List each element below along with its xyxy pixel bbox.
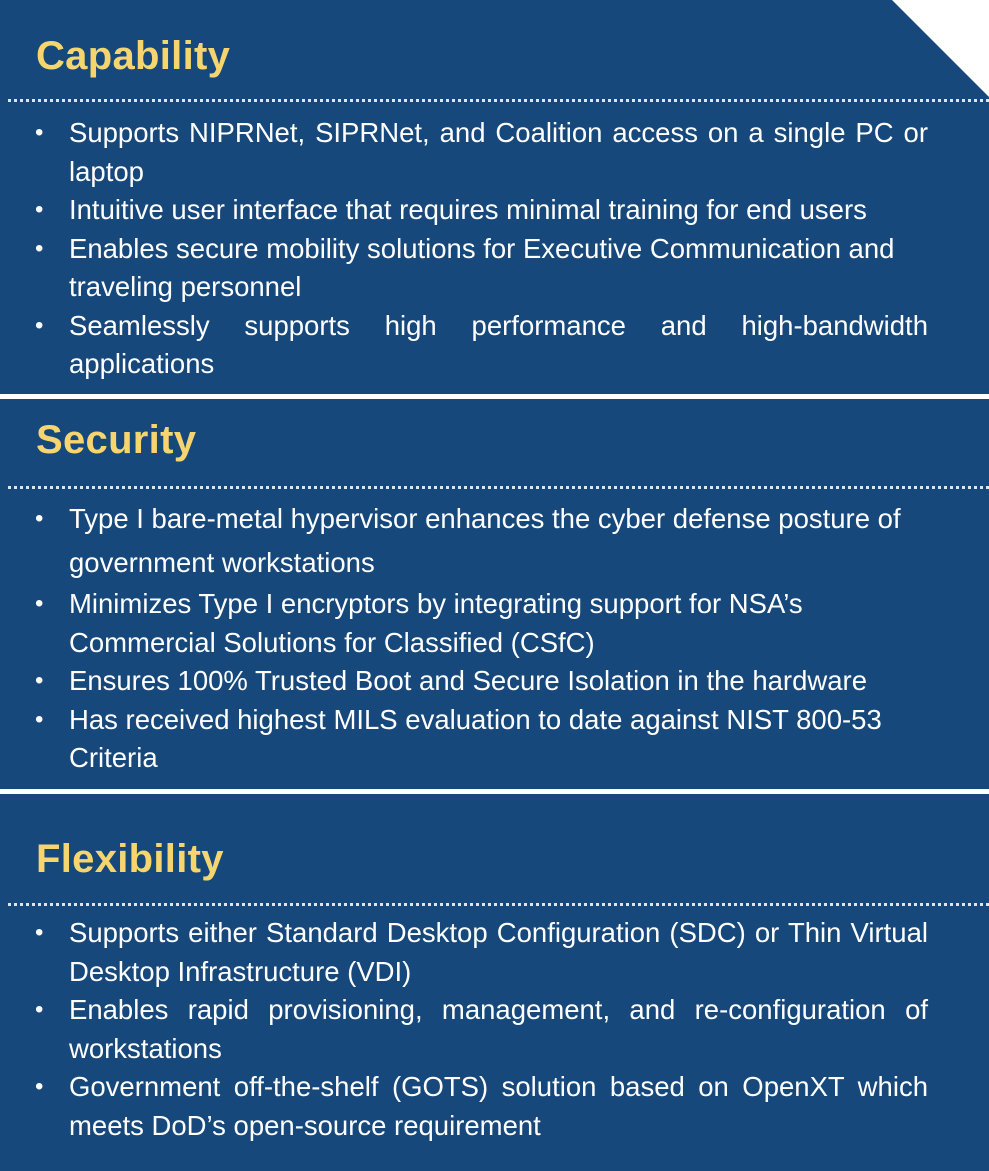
- list-item-text: Supports NIPRNet, SIPRNet, and Coalition access on a single PC or laptop: [69, 117, 928, 187]
- list-item: [30, 114, 928, 191]
- security-list: [30, 497, 928, 778]
- list-item-text: Seamlessly supports high performance and high-bandwidth applications: [69, 309, 928, 379]
- bullet-icon: •: [35, 1073, 44, 1100]
- bullet-icon: •: [35, 234, 44, 262]
- capability-heading: Capability: [36, 34, 231, 78]
- list-item-text: Intuitive user interface that requires minimal training for end users: [69, 194, 867, 225]
- list-item-text: Minimizes Type I encryptors by integrating support for NSA’s Commercial Solutions for Classified (CSfC): [69, 588, 803, 658]
- bullet-icon: •: [35, 919, 44, 946]
- list-item: [30, 585, 928, 662]
- list-item-text: Government off-the-shelf (GOTS) solution based on OpenXT which meets DoD’s open-source requirement: [69, 1071, 928, 1141]
- list-item: [30, 662, 928, 701]
- capability-list: [30, 114, 928, 384]
- bullet-icon: •: [35, 667, 44, 694]
- list-item-text: Ensures 100% Trusted Boot and Secure Isolation in the hardware: [69, 665, 867, 696]
- bullet-icon: •: [35, 590, 44, 617]
- bullet-icon: •: [35, 196, 44, 223]
- capability-section: [0, 0, 989, 394]
- list-item: [30, 191, 928, 230]
- bullet-icon: •: [35, 505, 44, 532]
- flexibility-heading: Flexibility: [36, 837, 224, 881]
- list-item: [30, 230, 928, 307]
- list-item-text: Enables rapid provisioning, management, and re-configuration of workstations: [69, 994, 928, 1064]
- list-item: [30, 497, 928, 585]
- list-item: [30, 701, 928, 778]
- bullet-icon: •: [35, 119, 44, 146]
- bullet-icon: •: [35, 311, 44, 339]
- list-item-text: Enables secure mobility solutions for Executive Communication and traveling personnel: [69, 232, 895, 302]
- dotted-divider: [8, 99, 989, 102]
- list-item: [30, 1068, 928, 1145]
- list-item: [30, 991, 928, 1068]
- flexibility-list: [30, 914, 928, 1145]
- flexibility-section: [0, 794, 989, 1171]
- dotted-divider: [8, 903, 989, 906]
- list-item: [30, 307, 928, 384]
- list-item-text: Type I bare-metal hypervisor enhances the cyber defense posture of government workstations: [69, 503, 901, 578]
- list-item: [30, 914, 928, 991]
- list-item-text: Supports either Standard Desktop Configuration (SDC) or Thin Virtual Desktop Infrastructure (VDI): [69, 917, 928, 987]
- dotted-divider: [8, 486, 989, 489]
- security-heading: Security: [36, 418, 197, 462]
- list-item-text: Has received highest MILS evaluation to date against NIST 800-53 Criteria: [69, 703, 882, 773]
- bullet-icon: •: [35, 996, 44, 1023]
- bullet-icon: •: [35, 705, 44, 733]
- folded-corner: [892, 0, 989, 97]
- security-section: [0, 399, 989, 789]
